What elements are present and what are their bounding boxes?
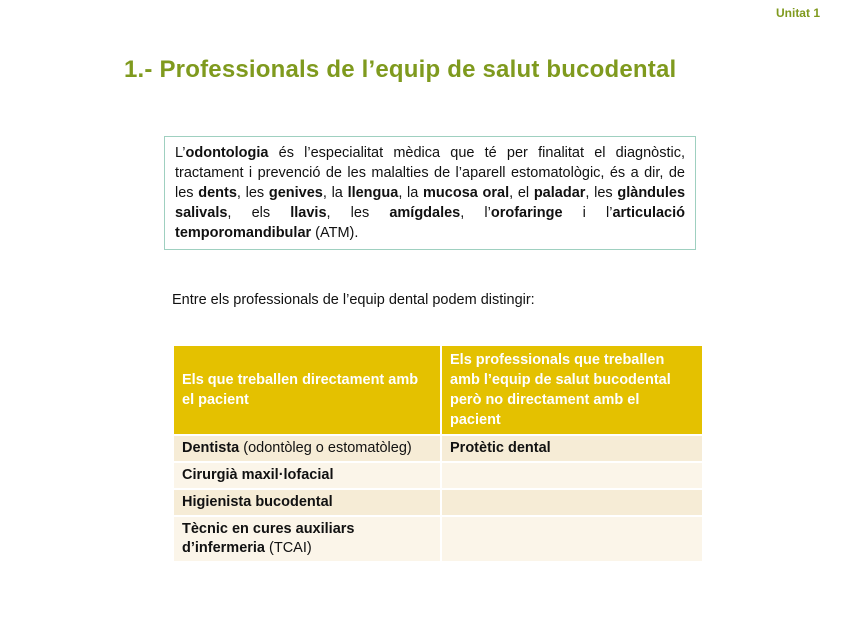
- def-term: orofaringe: [490, 205, 563, 221]
- def-text: , els: [227, 205, 291, 221]
- def-text: , l’: [460, 205, 491, 221]
- def-term: mucosa oral: [423, 185, 510, 201]
- def-term: glàndules salivals: [175, 185, 686, 221]
- def-term: articulació temporomandibular: [175, 205, 685, 241]
- def-term: amígdales: [389, 205, 461, 221]
- cell-bold: Tècnic en cures auxiliars d’infermeria: [182, 521, 355, 556]
- table-cell: [441, 435, 703, 462]
- professionals-table: [172, 344, 704, 563]
- table-cell: [173, 489, 441, 516]
- def-text: , la: [398, 185, 424, 201]
- def-text: , les: [585, 185, 618, 201]
- def-text: , les: [236, 185, 269, 201]
- definition-box: [164, 136, 696, 250]
- table-cell: [441, 516, 703, 562]
- table-row: [173, 489, 703, 516]
- cell-bold: Dentista: [182, 440, 240, 456]
- def-term: paladar: [533, 185, 586, 201]
- def-text: , les: [326, 205, 390, 221]
- table-row: [173, 462, 703, 489]
- def-text: és l’especialitat mèdica que té per finalitat el diagnòstic, tractament i prevenció de les malalties de l’aparell estomatològic, és a dir, de les: [175, 145, 685, 201]
- unit-label: Unitat 1: [775, 6, 820, 20]
- def-term: genives: [268, 185, 323, 201]
- column-header-indirect: Els professionals que treballen amb l’equip de salut bucodental però no directament amb el pacient: [441, 345, 703, 435]
- def-term: dents: [198, 185, 237, 201]
- cell-text: (TCAI): [265, 540, 312, 556]
- table-row: [173, 516, 703, 562]
- table-cell: [441, 489, 703, 516]
- page-title: 1.- Professionals de l’equip de salut bucodental: [124, 56, 677, 83]
- def-term: odontologia: [185, 145, 269, 161]
- column-header-direct: Els que treballen directament amb el pacient: [173, 345, 441, 435]
- table-cell: [173, 435, 441, 462]
- def-term: llavis: [290, 205, 327, 221]
- def-text: , el: [509, 185, 534, 201]
- table-cell: [173, 516, 441, 562]
- cell-bold: Protètic dental: [450, 440, 551, 456]
- def-text: i l’: [562, 205, 613, 221]
- intro-text: Entre els professionals de l’equip dental podem distingir:: [172, 292, 535, 308]
- table-cell: [441, 462, 703, 489]
- def-term: llengua: [347, 185, 399, 201]
- table-header-row: [173, 345, 703, 435]
- cell-bold: Higienista bucodental: [182, 494, 333, 510]
- def-text: L’: [175, 145, 186, 161]
- def-text: (ATM).: [311, 225, 359, 241]
- def-text: , la: [322, 185, 348, 201]
- table-row: [173, 435, 703, 462]
- cell-bold: Cirurgià maxil·lofacial: [182, 467, 334, 483]
- cell-text: (odontòleg o estomatòleg): [239, 440, 412, 456]
- table-cell: [173, 462, 441, 489]
